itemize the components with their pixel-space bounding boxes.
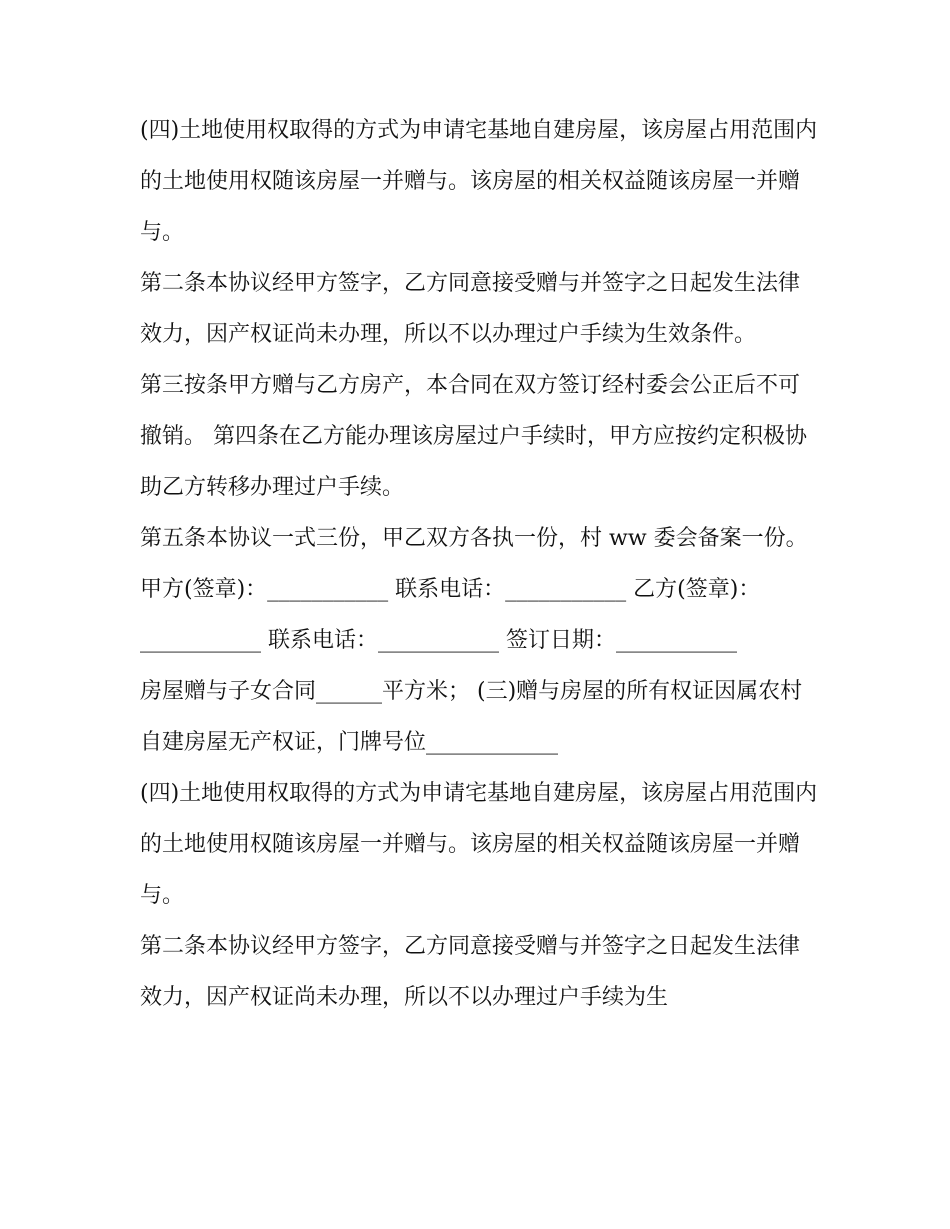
paragraph-article-three-four: 第三按条甲方赠与乙方房产，本合同在双方签订经村委会公正后不可撤销。 第四条在乙方能办理该房屋过户手续时，甲方应按约定积极协助乙方转移办理过户手续。: [140, 373, 807, 500]
paragraph-land-use-rights-repeat: (四)土地使用权取得的方式为申请宅基地自建房屋，该房屋占用范围内的土地使用权随该房屋一并赠与。该房屋的相关权益随该房屋一并赠与。: [140, 781, 818, 908]
paragraph-article-two-repeat: 第二条本协议经甲方签字，乙方同意接受赠与并签字之日起发生法律效力，因产权证尚未办理，所以不以办理过户手续为生: [140, 934, 801, 1010]
paragraph-land-use-rights: (四)土地使用权取得的方式为申请宅基地自建房屋，该房屋占用范围内的土地使用权随该房屋一并赠与。该房屋的相关权益随该房屋一并赠与。: [140, 118, 818, 245]
paragraph-article-five-signatures: 第五条本协议一式三份，甲乙双方各执一份，村 ww 委会备案一份。 甲方(签章)：___________ 联系电话：___________ 乙方(签章)：___________ 联系电话：___________ 签订日期：___________: [140, 526, 815, 653]
document-body: [140, 105, 820, 1023]
paragraph-article-two: 第二条本协议经甲方签字，乙方同意接受赠与并签字之日起发生法律效力，因产权证尚未办理，所以不以办理过户手续为生效条件。: [140, 271, 801, 347]
paragraph-house-area-certificate: 房屋赠与子女合同______平方米； (三)赠与房屋的所有权证因属农村自建房屋无产权证，门牌号位____________: [140, 679, 803, 755]
